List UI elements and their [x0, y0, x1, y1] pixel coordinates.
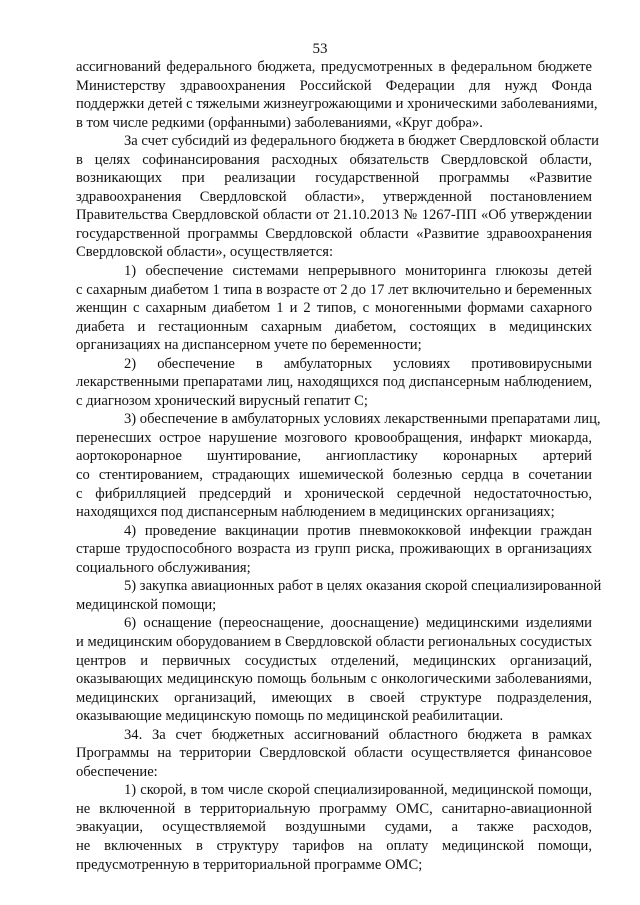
text-line: 34. За счет бюджетных ассигнований областного бюджета в рамках [124, 726, 592, 743]
text-line: 4) проведение вакцинации против пневмококковой инфекции граждан [124, 522, 592, 539]
paragraph [76, 262, 592, 355]
text-line: социального обслуживания; [76, 559, 251, 576]
text-line: и медицинским оборудованием в Свердловской области региональных сосудистых [76, 633, 592, 650]
text-line: с сахарным диабетом 1 типа в возрасте от 2 до 17 лет включительно и беременных [76, 281, 592, 298]
text-line: здравоохранения Свердловской области», утвержденной постановлением [76, 188, 592, 205]
text-line: возникающих при реализации государственной программы «Развитие [76, 170, 592, 187]
text-line: 6) оснащение (переоснащение, дооснащение) медицинскими изделиями [124, 615, 592, 632]
text-line: медицинских организаций, имеющих в своей структуре подразделения, [76, 689, 592, 706]
text-line: аортокоронарное шунтирование, ангиопластику коронарных артерий [76, 448, 592, 465]
text-line: 3) обеспечение в амбулаторных условиях лекарственными препаратами лиц, [124, 411, 601, 428]
paragraph [76, 726, 592, 782]
paragraph [76, 577, 602, 614]
text-line: поддержки детей с тяжелыми жизнеугрожающими и хроническими заболеваниями, [76, 96, 598, 113]
text-line: не включенной в территориальную программу ОМС, санитарно-авиационной [76, 800, 592, 817]
text-line: оказывающие медицинскую помощь по медицинской реабилитации. [76, 708, 504, 725]
text-line: Свердловской области», осуществляется: [76, 244, 334, 261]
text-line: находящихся под диспансерным наблюдением в медицинских организациях; [76, 504, 555, 521]
text-line: перенесших острое нарушение мозгового кровообращения, инфаркт миокарда, [76, 429, 592, 446]
paragraph [76, 614, 592, 725]
text-line: 1) скорой, в том числе скорой специализированной, медицинской помощи, [124, 782, 592, 799]
text-line: со стентированием, страдающих ишемической болезнью сердца в сочетании [76, 467, 592, 484]
paragraph [76, 410, 601, 521]
text-line: старше трудоспособного возраста из групп риска, проживающих в организациях [76, 541, 592, 558]
text-line: с диагнозом хронический вирусный гепатит C; [76, 392, 368, 409]
paragraph [76, 355, 592, 411]
paragraph [76, 132, 599, 262]
paragraph [76, 58, 598, 132]
text-line: обеспечение: [76, 763, 158, 780]
paragraph [76, 781, 592, 874]
text-line: Министерству здравоохранения Российской Федерации для нужд Фонда [76, 77, 592, 94]
text-line: Правительства Свердловской области от 21.10.2013 № 1267-ПП «Об утверждении [76, 207, 592, 224]
text-line: диабета и гестационным сахарным диабетом, состоящих в медицинских [76, 318, 592, 335]
text-line: ассигнований федерального бюджета, предусмотренных в федеральном бюджете [76, 59, 592, 75]
text-line: оказывающих медицинскую помощь больным с онкологическими заболеваниями, [76, 671, 592, 688]
text-line: организациях на диспансерном учете по беременности; [76, 337, 422, 354]
text-line: не включенных в структуру тарифов на оплату медицинской помощи, [76, 837, 592, 854]
text-line: в том числе редкими (орфанными) заболеваниями, «Круг добра». [76, 114, 483, 131]
text-line: лекарственными препаратами лиц, находящихся под диспансерным наблюдением, [76, 374, 592, 391]
paragraph [76, 522, 592, 578]
text-line: 5) закупка авиационных работ в целях оказания скорой специализированной [124, 578, 602, 595]
text-line: эвакуации, осуществляемой воздушными судами, а также расходов, [76, 819, 592, 836]
text-line: Программы на территории Свердловской области осуществляется финансовое [76, 745, 592, 762]
text-line: За счет субсидий из федерального бюджета в бюджет Свердловской области [124, 133, 599, 150]
text-line: предусмотренную в территориальной программе ОМС; [76, 856, 423, 873]
text-line: государственной программы Свердловской области «Развитие здравоохранения [76, 225, 592, 242]
text-line: женщин с сахарным диабетом 1 и 2 типов, с моногенными формами сахарного [76, 300, 592, 317]
document-body [76, 58, 602, 874]
text-line: центров и первичных сосудистых отделений, медицинских организаций, [76, 652, 592, 669]
text-line: 2) обеспечение в амбулаторных условиях противовирусными [124, 355, 592, 372]
text-line: в целях софинансирования расходных обязательств Свердловской области, [76, 151, 592, 168]
text-line: с фибрилляцией предсердий и хронической сердечной недостаточностью, [76, 485, 592, 502]
page-number: 53 [312, 41, 328, 57]
text-line: 1) обеспечение системами непрерывного мониторинга глюкозы детей [124, 263, 592, 280]
text-line: медицинской помощи; [76, 596, 217, 613]
